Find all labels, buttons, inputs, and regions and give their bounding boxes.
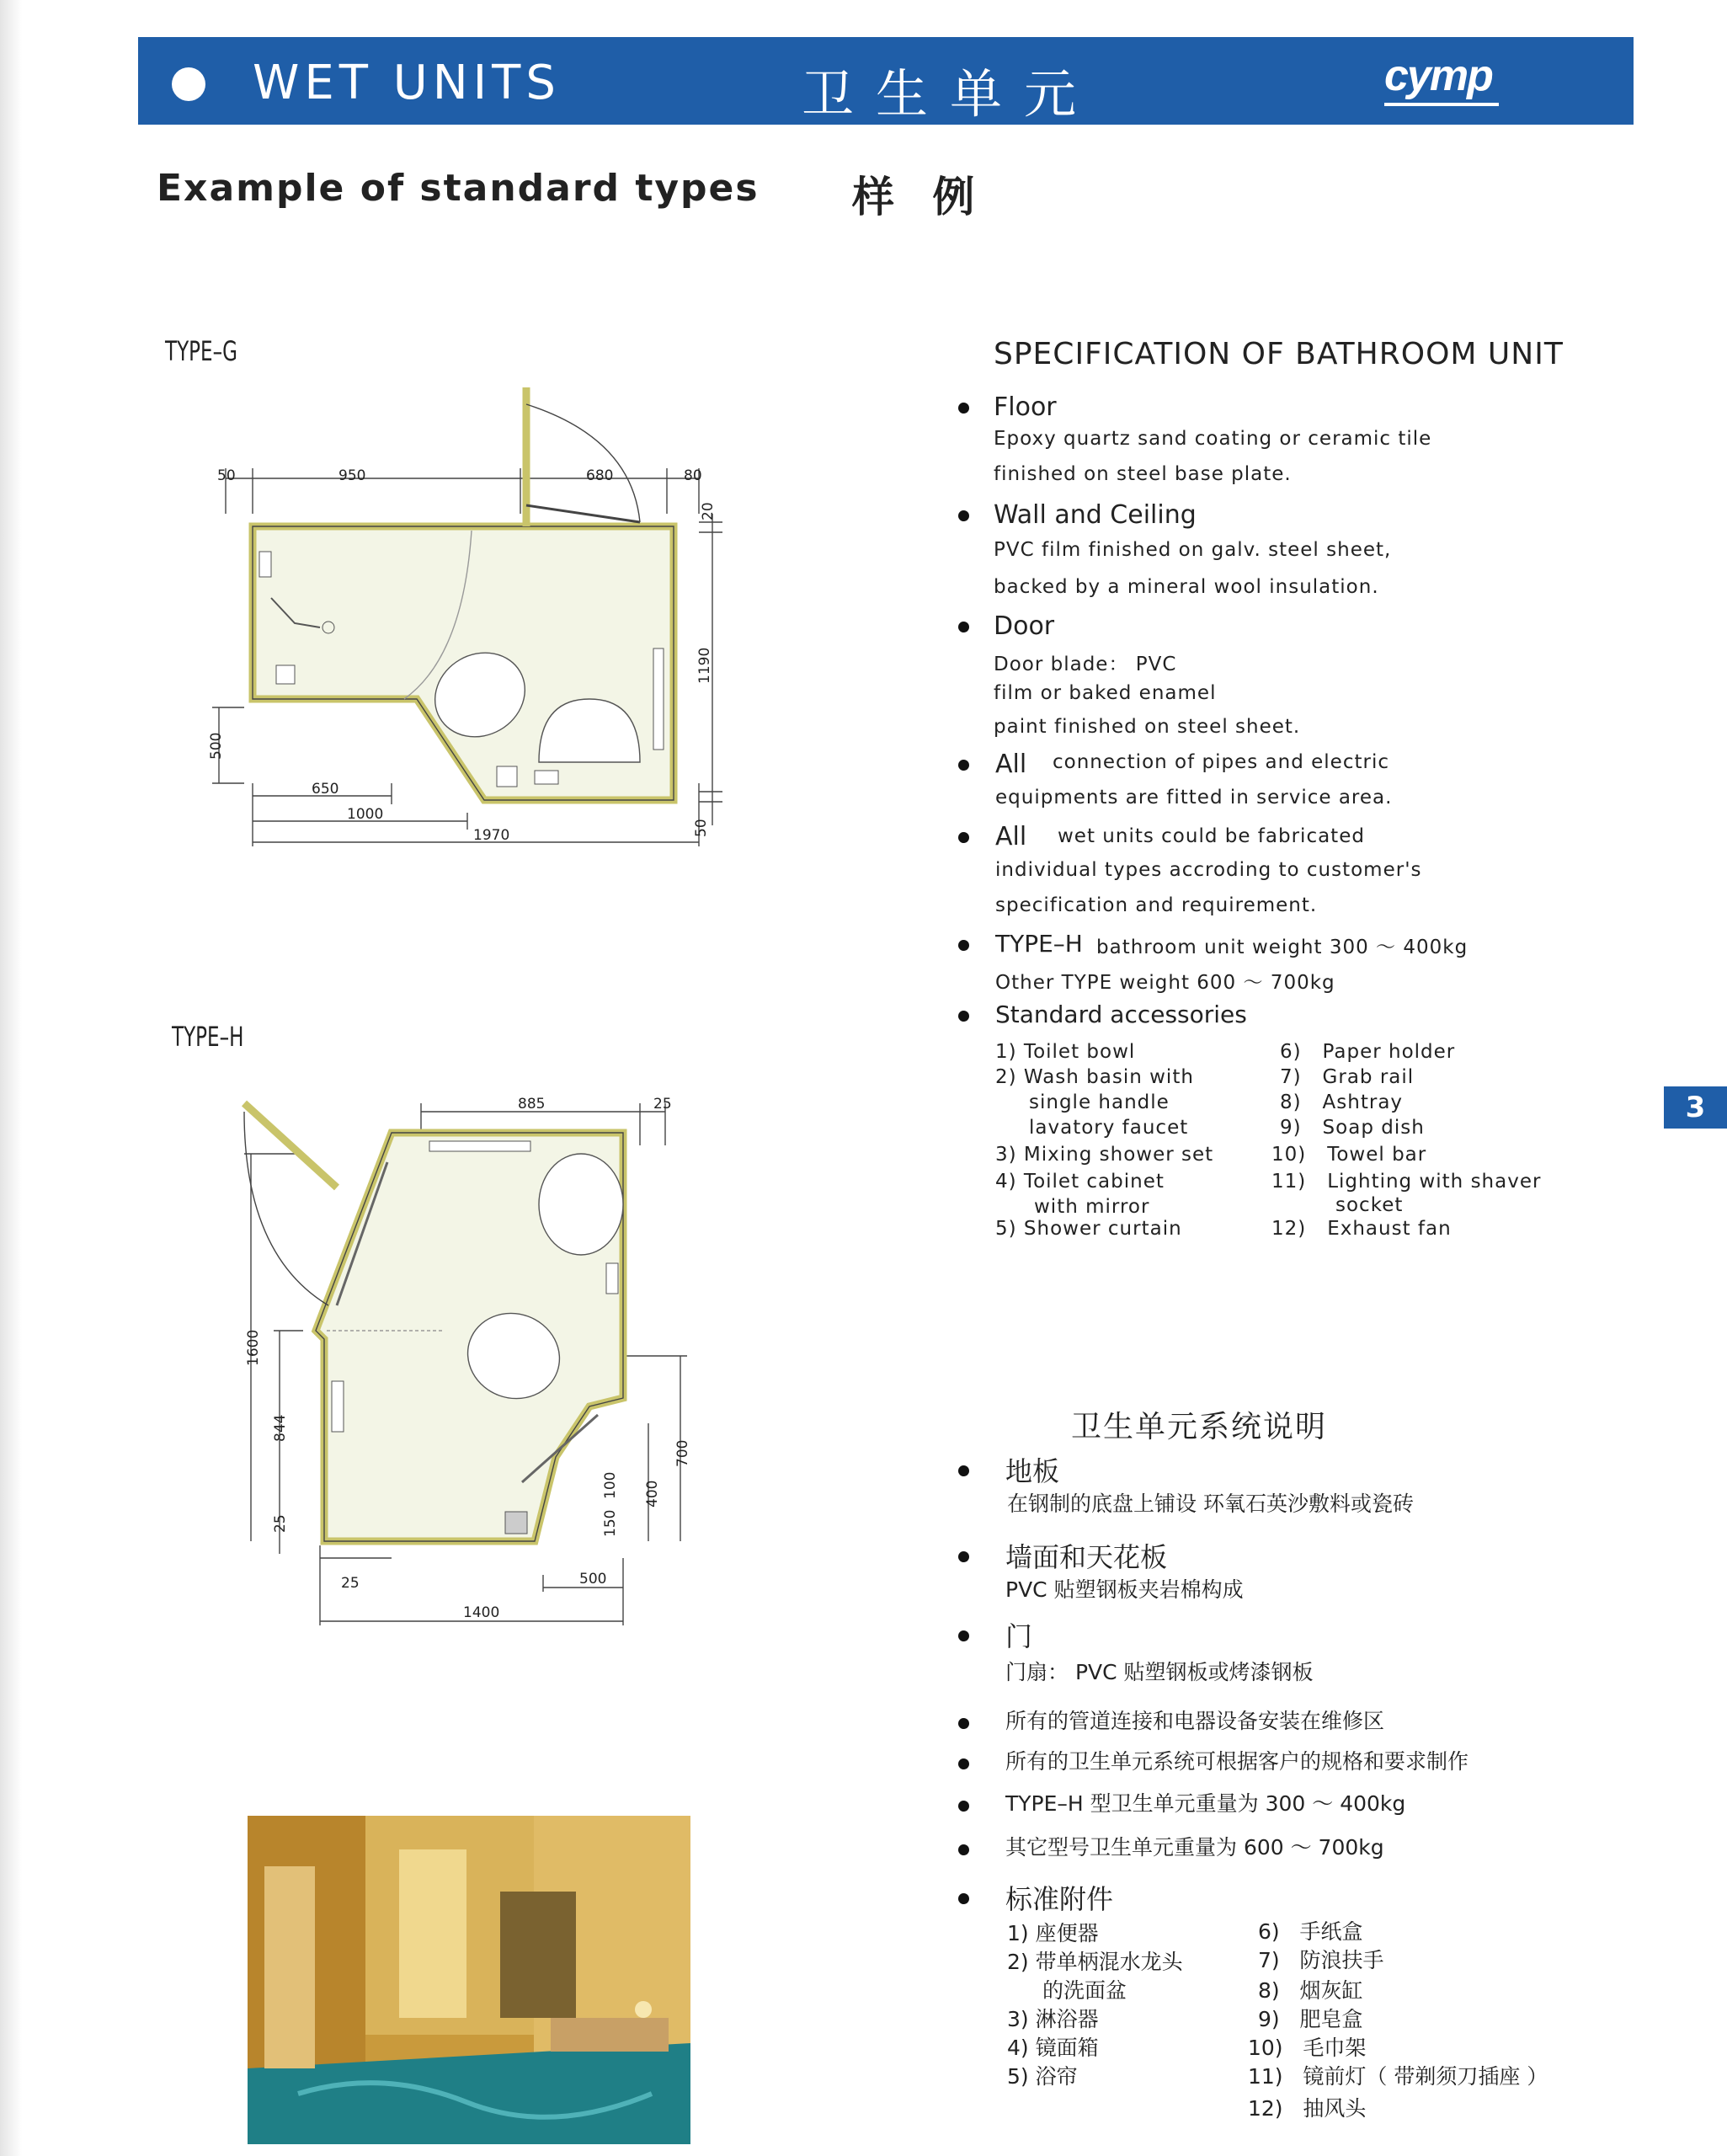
type-h-dim-100: 100 [602, 1471, 619, 1499]
list-item: 2) Wash basin with [995, 1066, 1194, 1088]
type-g-floor-plan [194, 387, 733, 859]
spec-accessories-heading: Standard accessories [995, 1001, 1247, 1028]
type-g-dim-50: 50 [217, 467, 236, 484]
list-item: 1) 座便器 [1007, 1921, 1099, 1945]
spec-wall-line2: backed by a mineral wool insulation. [994, 576, 1379, 598]
cn-weight-h: TYPE–H 型卫生单元重量为 300 ～ 400kg [1005, 1791, 1406, 1816]
bullet-icon [958, 403, 969, 414]
spec-door-line2: film or baked enamel [994, 682, 1217, 704]
spec-floor-line1: Epoxy quartz sand coating or ceramic tile [994, 428, 1432, 450]
type-g-dim-650: 650 [312, 781, 339, 798]
spec-floor-heading: Floor [994, 392, 1057, 422]
cn-weight-other: 其它型号卫生单元重量为 600 ～ 700kg [1005, 1835, 1384, 1860]
type-g-dim-1000: 1000 [347, 806, 384, 823]
list-item: single handle [1029, 1091, 1170, 1113]
spec-pipes-lead: All [995, 750, 1027, 779]
cn-floor-heading: 地板 [1005, 1455, 1060, 1487]
list-item: 6) Paper holder [1280, 1041, 1456, 1063]
spec-title-cn: 卫生单元系统说明 [1071, 1410, 1328, 1444]
spec-weight-line2: Other TYPE weight 600 ～ 700kg [995, 972, 1335, 994]
bullet-icon [958, 1465, 969, 1476]
type-g-dim-80: 80 [684, 467, 702, 484]
spec-door-line3: paint finished on steel sheet. [994, 716, 1301, 738]
type-h-dim-1400: 1400 [463, 1604, 500, 1621]
list-item: 7) Grab rail [1280, 1066, 1415, 1088]
spec-weight-lead: TYPE–H [995, 930, 1083, 958]
logo-underline [1384, 103, 1499, 106]
bullet-icon [958, 1551, 969, 1562]
type-h-dim-844: 844 [272, 1414, 289, 1442]
cn-wall-line: PVC 贴塑钢板夹岩棉构成 [1005, 1577, 1244, 1602]
type-h-label: TYPE–H [172, 1021, 244, 1053]
list-item: 12) 抽风头 [1248, 2096, 1367, 2121]
section-title-en: Example of standard types [157, 167, 760, 210]
spec-custom-line2: individual types accroding to customer's [995, 859, 1422, 881]
cn-custom: 所有的卫生单元系统可根据客户的规格和要求制作 [1005, 1749, 1469, 1774]
type-h-dim-25-bottom: 25 [341, 1575, 360, 1592]
type-g-dim-20: 20 [700, 502, 717, 520]
list-item: 10) Towel bar [1271, 1144, 1427, 1166]
type-g-dim-500: 500 [208, 732, 225, 760]
cn-door-heading: 门 [1005, 1620, 1033, 1652]
list-item: 10) 毛巾架 [1248, 2036, 1367, 2060]
page-number-badge: 3 [1664, 1086, 1727, 1129]
spec-weight-line1: bathroom unit weight 300 ～ 400kg [1096, 937, 1468, 958]
spec-custom-lead: All [995, 822, 1027, 851]
list-item: 12) Exhaust fan [1271, 1218, 1452, 1240]
bullet-icon [958, 1718, 969, 1729]
spec-floor-line2: finished on steel base plate. [994, 463, 1292, 485]
list-item: socket [1335, 1194, 1404, 1216]
list-item: 11) Lighting with shaver [1271, 1171, 1542, 1193]
type-h-dim-1600: 1600 [245, 1329, 262, 1366]
type-h-dim-25-left: 25 [272, 1514, 289, 1533]
bullet-icon [958, 1844, 969, 1855]
list-item: 9) 肥皂盒 [1258, 2007, 1363, 2031]
bullet-icon [958, 760, 969, 771]
bullet-icon [958, 510, 969, 521]
cn-door-line: 门扇： PVC 贴塑钢板或烤漆钢板 [1005, 1660, 1314, 1684]
cn-accessories-heading: 标准附件 [1005, 1883, 1114, 1915]
list-item: 5) 浴帘 [1007, 2064, 1078, 2089]
list-item: with mirror [1034, 1196, 1150, 1218]
type-h-dim-150: 150 [602, 1509, 619, 1537]
bathroom-interior-photo [248, 1816, 690, 2144]
list-item: 8) Ashtray [1280, 1091, 1404, 1113]
type-h-dim-500: 500 [579, 1571, 607, 1588]
spec-pipes-line2: equipments are fitted in service area. [995, 787, 1393, 808]
type-g-dim-680: 680 [586, 467, 614, 484]
bullet-icon [958, 1758, 969, 1769]
bullet-icon [958, 940, 969, 951]
bullet-icon [958, 1630, 969, 1641]
cn-floor-line: 在钢制的底盘上铺设 环氧石英沙敷料或瓷砖 [1007, 1492, 1414, 1516]
cn-pipes: 所有的管道连接和电器设备安装在维修区 [1005, 1709, 1385, 1733]
bullet-icon [958, 1893, 969, 1904]
spec-door-line1: Door blade： PVC [994, 654, 1177, 675]
list-item: 3) 淋浴器 [1007, 2007, 1099, 2031]
section-title-cn: 样 例 [852, 173, 987, 221]
spec-custom-line3: specification and requirement. [995, 894, 1318, 916]
type-g-dim-950: 950 [338, 467, 366, 484]
spec-pipes-line1: connection of pipes and electric [1053, 751, 1389, 773]
type-h-dim-700: 700 [674, 1439, 691, 1467]
list-item: lavatory faucet [1029, 1117, 1189, 1139]
type-h-dim-885: 885 [518, 1096, 546, 1113]
type-g-label: TYPE–G [165, 335, 237, 367]
spec-wall-line1: PVC film finished on galv. steel sheet, [994, 539, 1392, 561]
list-item: 8) 烟灰缸 [1258, 1978, 1363, 2003]
header-banner [138, 37, 1634, 125]
list-item: 4) 镜面箱 [1007, 2036, 1099, 2060]
type-h-floor-plan [227, 1086, 716, 1634]
banner-title-en: WET UNITS [253, 56, 561, 110]
list-item: 1) Toilet bowl [995, 1041, 1136, 1063]
list-item: 9) Soap dish [1280, 1117, 1425, 1139]
bullet-icon [958, 1801, 969, 1812]
spec-custom-line1: wet units could be fabricated [1058, 825, 1365, 847]
spec-door-heading: Door [994, 611, 1055, 641]
type-g-dim-1970: 1970 [473, 827, 510, 844]
list-item: 5) Shower curtain [995, 1218, 1182, 1240]
list-item: 7) 防浪扶手 [1258, 1948, 1384, 1972]
type-h-dim-25: 25 [653, 1096, 672, 1113]
list-item: 6) 手纸盒 [1258, 1919, 1363, 1944]
type-g-dim-50b: 50 [693, 819, 710, 837]
list-item: 的洗面盆 [1042, 1978, 1127, 2003]
company-logo: cymp [1384, 51, 1492, 100]
page-gutter [0, 0, 22, 2156]
list-item: 2) 带单柄混水龙头 [1007, 1950, 1183, 1974]
bullet-icon [958, 1011, 969, 1022]
list-item: 4) Toilet cabinet [995, 1171, 1165, 1193]
banner-title-cn: 卫生单元 [802, 63, 1099, 125]
bullet-icon [172, 67, 205, 101]
type-g-dim-1190: 1190 [696, 647, 713, 684]
cn-wall-heading: 墙面和天花板 [1005, 1541, 1168, 1573]
list-item: 11) 镜前灯（ 带剃须刀插座 ） [1248, 2064, 1548, 2089]
bullet-icon [958, 832, 969, 843]
list-item: 3) Mixing shower set [995, 1144, 1214, 1166]
type-h-dim-400: 400 [644, 1480, 661, 1508]
bullet-icon [958, 622, 969, 632]
spec-wall-heading: Wall and Ceiling [994, 500, 1197, 530]
spec-title-en: SPECIFICATION OF BATHROOM UNIT [994, 337, 1564, 371]
